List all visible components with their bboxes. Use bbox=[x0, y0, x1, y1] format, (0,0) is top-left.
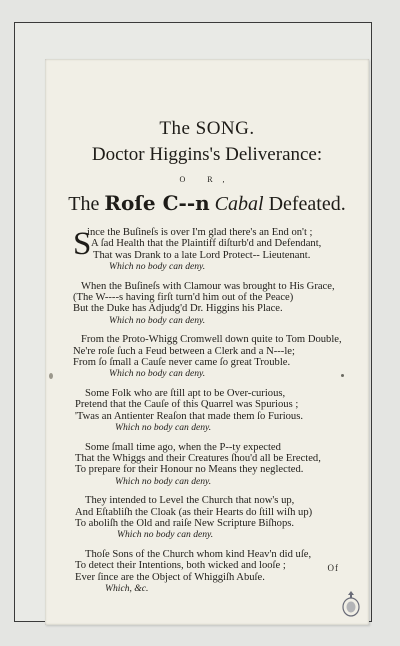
stanza-line: Some Folk who are ſtill apt to be Over-curious, bbox=[85, 387, 286, 399]
broadside-page bbox=[45, 59, 369, 625]
stanza-line: From ſo ſmall a Cauſe never came ſo great Trouble. bbox=[73, 357, 291, 369]
stanza-line: From the Proto-Whigg Cromwell down quite to Tom Double, bbox=[81, 334, 342, 346]
title-defeated-cabal: Cabal bbox=[214, 193, 264, 215]
stanza-1 bbox=[45, 227, 369, 273]
stanza-line: But the Duke has Adjudg'd Dr. Higgins his Place. bbox=[73, 303, 283, 315]
paper-speck bbox=[341, 374, 344, 377]
stanza-4 bbox=[45, 388, 369, 434]
stanza-line: ince the Buſineſs is over I'm glad there's an End on't ; bbox=[87, 227, 313, 238]
stanza-line: To prepare for their Honour no Means they neglected. bbox=[75, 464, 304, 476]
stanza-line: That was Drank to a late Lord Protect-- Lieutenant. bbox=[93, 249, 311, 261]
stanza-line: Thoſe Sons of the Church whom kind Heav'n did uſe, bbox=[85, 548, 312, 560]
title-defeated-d: Defeated. bbox=[268, 193, 346, 215]
stanza-line: To detect their Intentions, both wicked and looſe ; bbox=[75, 560, 286, 572]
stanza-refrain: Which no body can deny. bbox=[109, 368, 206, 380]
stanza-line: (The W----s having firſt turn'd him out of the Peace) bbox=[73, 292, 294, 304]
title-defeated-a: The bbox=[68, 193, 100, 215]
stanza-line: When the Buſineſs with Clamour was brought to His Grace, bbox=[81, 280, 335, 292]
stanza-line: That the Whiggs and their Creatures ſhou'd all be Erected, bbox=[75, 452, 321, 464]
stanza-line: They intended to Level the Church that now's up, bbox=[85, 495, 295, 507]
stanza-refrain: Which no body can deny. bbox=[109, 314, 206, 326]
title-or: O R, bbox=[179, 175, 235, 184]
stanza-line: Pretend that the Cauſe of this Quarrel was Spurious ; bbox=[75, 399, 299, 411]
title-defeated-blackletter: Roſe C--n bbox=[104, 191, 210, 215]
title-song: The SONG. bbox=[159, 118, 255, 139]
stanza-refrain: Which no body can deny. bbox=[109, 261, 206, 273]
paper-speck bbox=[49, 373, 53, 379]
stanza-line: Ne're roſe ſuch a Feud between a Clerk and a N---le; bbox=[73, 345, 295, 357]
viewer-frame bbox=[14, 22, 372, 622]
stanza-refrain: Which, &c. bbox=[105, 582, 149, 594]
stanza-line: Some ſmall time ago, when the P--ty expected bbox=[85, 441, 281, 453]
stanza-2 bbox=[45, 281, 369, 327]
library-stamp-icon bbox=[341, 589, 361, 619]
stanza-line: 'Twas an Antienter Reaſon that made them ſo Furious. bbox=[75, 410, 304, 422]
title-block bbox=[45, 117, 369, 218]
stanza-refrain: Which no body can deny. bbox=[117, 529, 214, 541]
title-defeated bbox=[45, 189, 369, 218]
stanza-refrain: Which no body can deny. bbox=[115, 475, 212, 487]
stanza-line: A ſad Health that the Plaintiff diſturb'd and Defendant, bbox=[91, 238, 322, 250]
catchword: Of bbox=[327, 563, 339, 573]
stanza-refrain: Which no body can deny. bbox=[115, 422, 212, 434]
stanza-line: Ever ſince are the Object of Whiggiſh Abuſe. bbox=[75, 571, 265, 583]
drop-cap: S bbox=[73, 226, 92, 262]
stanza-5 bbox=[45, 442, 369, 488]
stanza-line: To aboliſh the Old and raiſe New Scripture Biſhops. bbox=[75, 517, 295, 529]
poem-body bbox=[45, 227, 369, 602]
stanza-3 bbox=[45, 334, 369, 380]
stanza-7 bbox=[45, 549, 369, 595]
stanza-line: And Eſtabliſh the Cloak (as their Hearts do ſtill wiſh up) bbox=[75, 506, 313, 518]
stanza-6 bbox=[45, 495, 369, 541]
title-deliverance: Doctor Higgins's Deliverance: bbox=[91, 144, 323, 165]
